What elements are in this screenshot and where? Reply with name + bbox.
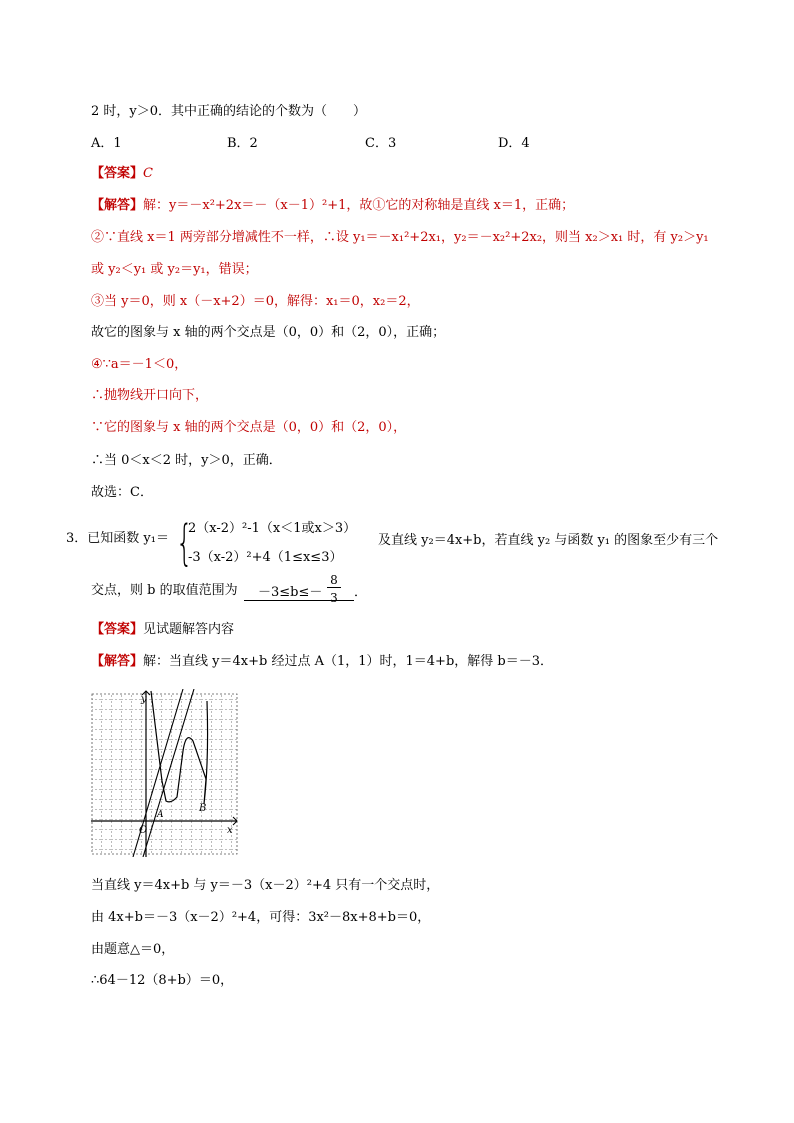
q3-solution-line-1 [91, 652, 553, 672]
q3-solution-line-4: 由题意△＝0， [91, 942, 175, 957]
q2-stem-continuation: 2 时，y＞0．其中正确的结论的个数为（ ） [91, 104, 367, 119]
q2-solution-line-10: 故选：C． [91, 485, 153, 500]
stem-text: 交点，则 b 的取值范围为 [91, 583, 238, 598]
q3-answer-line [91, 620, 234, 640]
q3-stem-start: 3．已知函数 y₁＝ [66, 531, 169, 546]
answer-value: C [143, 166, 153, 181]
q2-solution-line-6: ④∵a＝－1＜0， [91, 357, 188, 372]
q3-stem-mid: 及直线 y₂＝4x+b，若直线 y₂ 与函数 y₁ 的图象至少有三个 [378, 533, 719, 548]
q3-stem-line-2 [91, 581, 238, 601]
q2-solution-line-8: ∵它的图象与 x 轴的两个交点是（0，0）和（2，0）， [91, 420, 407, 435]
q3-piecewise-case-1: 2（x-2）²-1（x＜1或x＞3） [188, 521, 357, 536]
y-axis-label: y [141, 694, 147, 705]
function-graph [91, 689, 241, 857]
solution-tag: 【解答】 [91, 198, 144, 213]
q2-option-c: C．3 [365, 136, 397, 151]
q3-solution-line-3: 由 4x+b＝－3（x－2）²+4，可得：3x²－8x+8+b＝0， [91, 910, 431, 925]
q2-solution-line-2: ②∵直线 x＝1 两旁部分增减性不一样，∴设 y₁＝－x₁²+2x₁，y₂＝－x₂²+2x₂，则当 x₂＞x₁ 时，有 y₂＞y₁ [91, 230, 709, 245]
answer-tag: 【答案】 [91, 622, 144, 637]
answer-tag: 【答案】 [91, 166, 144, 181]
piecewise-brace: { [176, 515, 193, 571]
solution-text: 解：当直线 y＝4x+b 经过点 A（1，1）时，1＝4+b，解得 b＝－3． [143, 654, 553, 669]
blank-text: －3≤b≤－ [258, 585, 323, 600]
frac-numerator: 8 [327, 573, 341, 588]
solution-tag: 【解答】 [91, 654, 144, 669]
q2-solution-line-7: ∴抛物线开口向下， [91, 388, 209, 403]
solution-text: 解：y＝－x²+2x＝－（x－1）²+1，故①它的对称轴是直线 x＝1，正确； [143, 198, 575, 213]
point-b-label: B [199, 803, 207, 814]
answer-text: 见试题解答内容 [143, 622, 235, 637]
origin-label: O [139, 825, 148, 836]
q2-option-b: B．2 [227, 136, 258, 151]
q2-option-d: D．4 [498, 136, 530, 151]
frac-denominator: 3 [330, 591, 338, 605]
q2-solution-line-4: ③当 y＝0，则 x（－x+2）＝0，解得：x₁＝0，x₂＝2， [91, 294, 420, 309]
q2-option-a: A．1 [91, 136, 122, 151]
q2-solution-line-5: 故它的图象与 x 轴的两个交点是（0，0）和（2，0），正确； [91, 325, 446, 340]
q3-piecewise-case-2: -3（x-2）²+4（1≤x≤3） [188, 550, 343, 565]
q2-solution-line-9: ∴当 0＜x＜2 时，y＞0，正确． [91, 453, 282, 468]
grid-background [92, 694, 237, 854]
q3-solution-line-2: 当直线 y＝4x+b 与 y＝－3（x－2）²+4 只有一个交点时， [91, 878, 440, 893]
point-a-label: A [157, 810, 164, 820]
q3-stem-end: ． [354, 585, 368, 600]
q2-solution-line-1 [91, 196, 574, 216]
q3-solution-line-5: ∴64－12（8+b）＝0， [91, 973, 234, 988]
q2-answer-line [91, 164, 153, 184]
q2-solution-line-3: 或 y₂＜y₁ 或 y₂＝y₁，错误； [91, 262, 258, 277]
x-axis-label: x [227, 825, 233, 836]
